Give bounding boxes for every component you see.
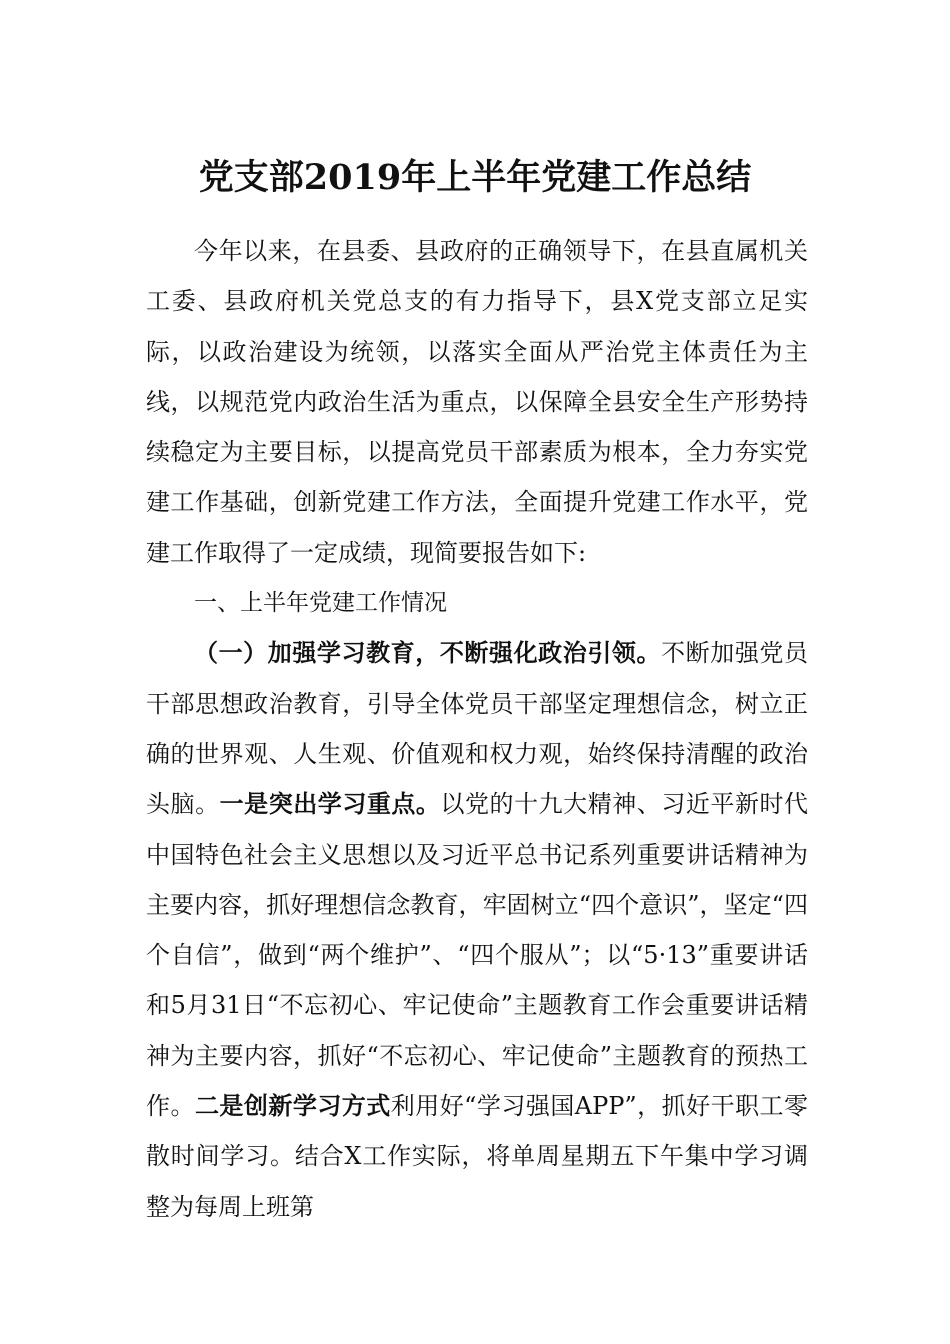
subsection-paragraph <box>146 628 808 1232</box>
intro-paragraph: 今年以来，在县委、县政府的正确领导下，在县直属机关工委、县政府机关党总支的有力指导下，县X党支部立足实际，以政治建设为统领，以落实全面从严治党主体责任为主线，以规范党内政治生活为重点，以保障全县安全生产形势持续稳定为主要目标，以提高党员干部素质为根本，全力夯实党建工作基础，创新党建工作方法，全面提升党建工作水平，党建工作取得了一定成绩，现简要报告如下: <box>146 237 808 567</box>
document-body <box>146 226 808 1232</box>
document-title: 党支部2019年上半年党建工作总结 <box>198 157 752 198</box>
subsection-lead: （一）加强学习教育，不断强化政治引领。 <box>194 639 662 668</box>
subsection-text-2: 以党的十九大精神、习近平新时代中国特色社会主义思想以及习近平总书记系列重要讲话精神为主要内容，抓好理想信念教育，牢固树立“四个意识”，坚定“四个自信”，做到“两个维护”、“四个服从”；以“5·13”重要讲话和5月31日“不忘初心、牢记使命”主题教育工作会重要讲话精神为主要内容，抓好“不忘初心、牢记使命”主题教育的预热工作。 <box>146 790 809 1121</box>
point-1-heading: 一是突出学习重点。 <box>219 790 441 819</box>
section-heading: 一、上半年党建工作情况 <box>194 590 447 617</box>
subsection-text-1: 不断加强党员干部思想政治教育，引导全体党员干部坚定理想信念，树立正确的世界观、人生观、价值观和权力观，始终保持清醒的政治头脑。 <box>146 639 809 819</box>
point-2-heading: 二是创新学习方式 <box>194 1092 391 1121</box>
subsection-text-3: 利用好“学习强国APP”，抓好干职工零散时间学习。结合X工作实际，将单周星期五下午集中学习调整为每周上班第 <box>146 1092 809 1221</box>
